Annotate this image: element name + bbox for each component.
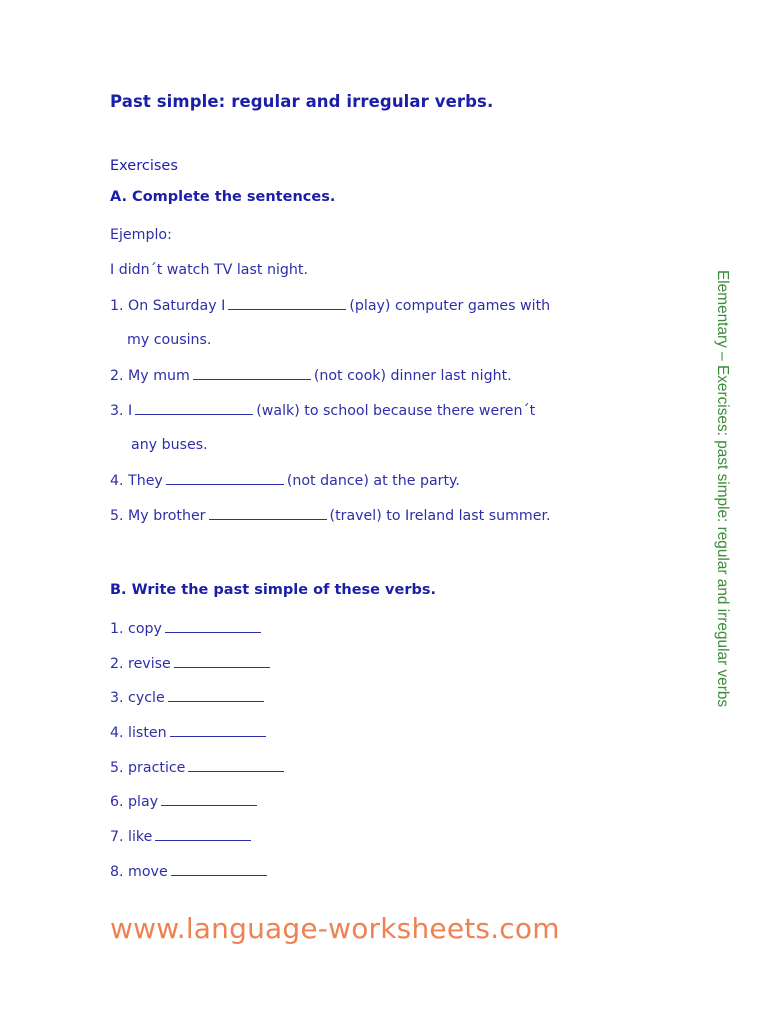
sentence-3-after: (walk) to school because there weren´t [256, 403, 536, 419]
verb-answer-blank [170, 724, 266, 737]
exercises-heading: Exercises [110, 158, 178, 174]
verb-label: 7. like [110, 829, 153, 845]
verb-item-4 [110, 724, 269, 741]
answer-blank-1 [228, 297, 346, 310]
sentence-2-before: 2. My mum [110, 368, 190, 384]
verb-answer-blank [168, 689, 264, 702]
verb-label: 8. move [110, 864, 168, 880]
verb-answer-blank [174, 655, 270, 668]
sidebar-vertical-title: Elementary – Exercises: past simple: regular and irregular verbs [714, 270, 731, 708]
sentence-1-before: 1. On Saturday I [110, 298, 226, 314]
verb-item-8 [110, 863, 270, 880]
answer-blank-3 [135, 402, 253, 415]
answer-blank-2 [193, 367, 311, 380]
verb-answer-blank [161, 793, 257, 806]
verb-label: 2. revise [110, 656, 171, 672]
sentence-1-after: (play) computer games with [349, 298, 551, 314]
verb-item-3 [110, 689, 267, 706]
section-b-heading: B. Write the past simple of these verbs. [110, 582, 437, 598]
sentence-item-5 [110, 507, 551, 524]
verb-item-1 [110, 620, 264, 637]
example-sentence: I didn´t watch TV last night. [110, 262, 308, 278]
footer-website-link[interactable]: www.language-worksheets.com [110, 912, 560, 945]
sentence-5-after: (travel) to Ireland last summer. [329, 508, 551, 524]
verb-item-5 [110, 759, 287, 776]
verb-answer-blank [155, 828, 251, 841]
section-a-heading: A. Complete the sentences. [110, 189, 336, 205]
verb-answer-blank [165, 620, 261, 633]
verb-item-6 [110, 793, 260, 810]
sentence-item-1 [110, 297, 550, 314]
verb-label: 5. practice [110, 760, 186, 776]
verb-item-2 [110, 655, 273, 672]
page-title: Past simple: regular and irregular verbs. [110, 92, 494, 111]
sentence-3-before: 3. I [110, 403, 133, 419]
verb-answer-blank [171, 863, 267, 876]
sentence-2-after: (not cook) dinner last night. [313, 368, 512, 384]
verb-label: 1. copy [110, 621, 162, 637]
sentence-4-before: 4. They [110, 473, 163, 489]
verb-label: 3. cycle [110, 690, 165, 706]
sentence-4-after: (not dance) at the party. [286, 473, 460, 489]
answer-blank-5 [209, 507, 327, 520]
sentence-5-before: 5. My brother [110, 508, 206, 524]
answer-blank-4 [166, 472, 284, 485]
sentence-item-3 [110, 402, 535, 419]
sentence-3-continuation: any buses. [131, 437, 208, 453]
example-label: Ejemplo: [110, 227, 172, 243]
sentence-1-continuation: my cousins. [127, 332, 212, 348]
sentence-item-4 [110, 472, 460, 489]
verb-item-7 [110, 828, 254, 845]
verb-label: 4. listen [110, 725, 167, 741]
verb-label: 6. play [110, 794, 159, 810]
verb-answer-blank [188, 759, 284, 772]
sentence-item-2 [110, 367, 512, 384]
